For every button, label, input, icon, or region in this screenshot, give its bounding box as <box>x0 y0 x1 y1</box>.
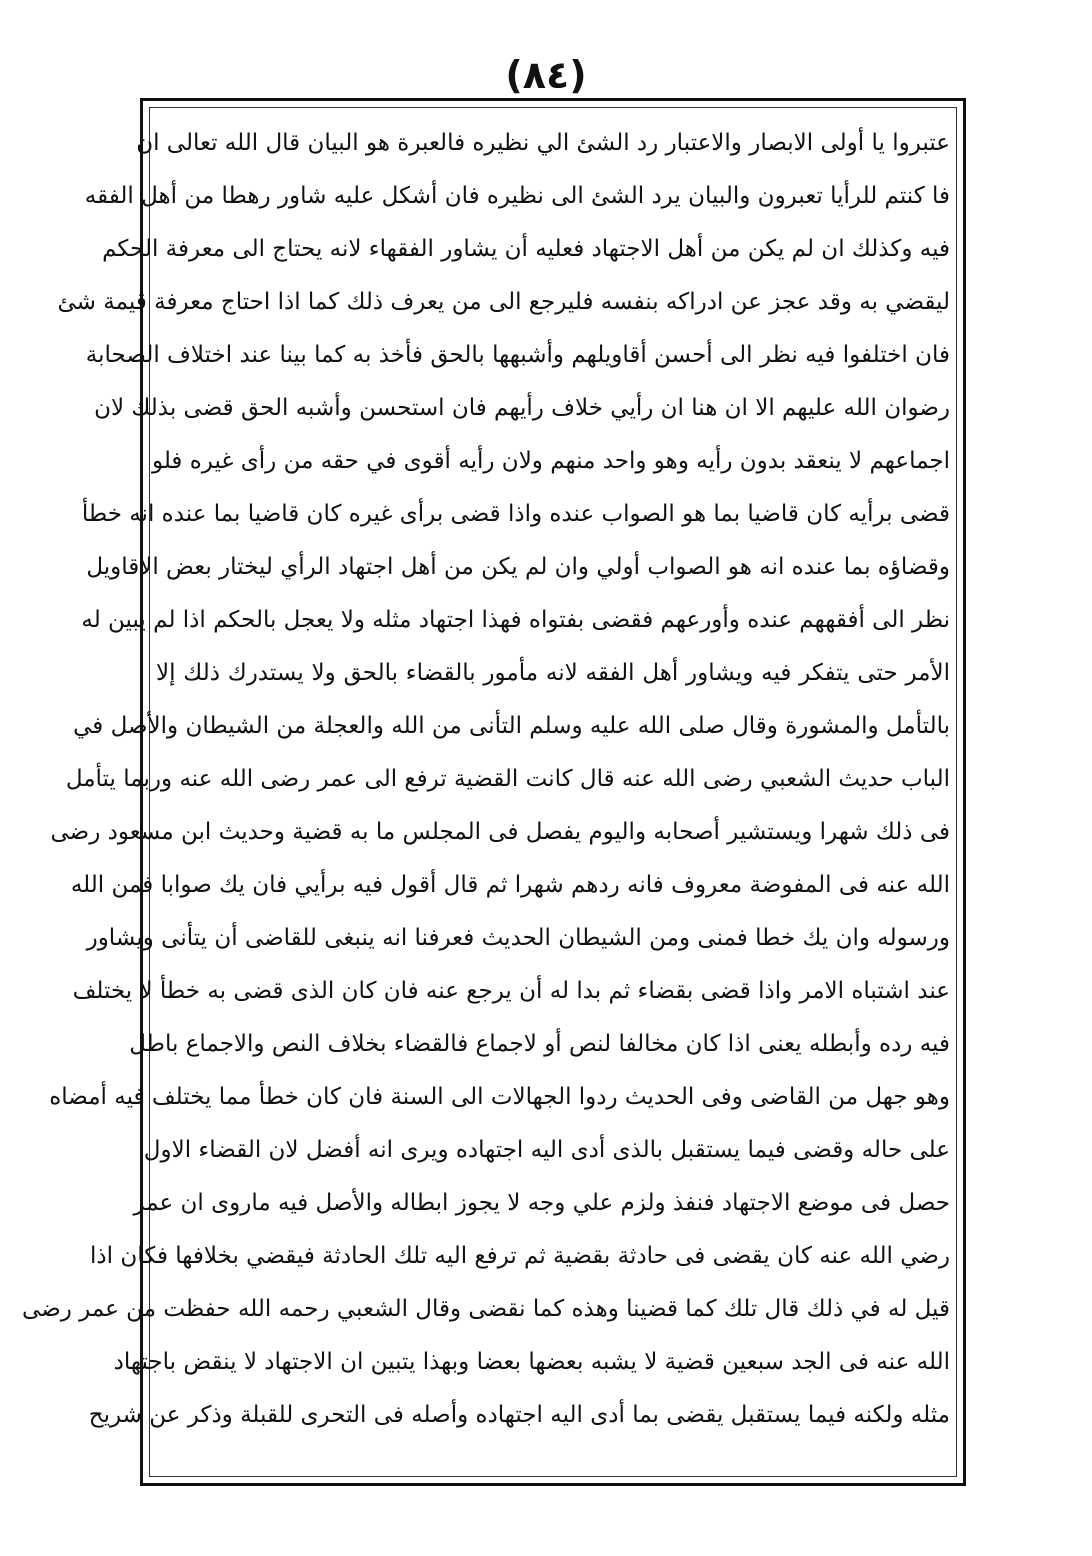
text-line: الله عنه فى المفوضة معروف فانه ردهم شهرا ثم قال أقول فيه برأيي فان يك صوابا فمن الله <box>70 872 950 898</box>
body-text <box>22 117 950 1467</box>
text-line: حصل فى موضع الاجتهاد فنفذ ولزم علي وجه لا يجوز ابطاله والأصل فيه ماروى ان عمر <box>133 1190 950 1216</box>
page-number: (٨٤) <box>505 53 587 97</box>
text-line: اجماعهم لا ينعقد بدون رأيه وهو واحد منهم ولان رأيه أقوى في حقه من رأى غيره فلو <box>151 448 950 474</box>
text-line: فا كنتم للرأيا تعبرون والبيان يرد الشئ الى نظيره فان أشكل عليه شاور رهطا من أهل الفقه <box>84 183 950 209</box>
text-line: الباب حديث الشعبي رضى الله عنه قال كانت القضية ترفع الى عمر رضى الله عنه وربما يتأمل <box>65 766 950 792</box>
text-line: مثله ولكنه فيما يستقبل يقضى بما أدى اليه اجتهاده وأصله فى التحرى للقبلة وذكر عن شريح <box>88 1402 950 1428</box>
text-line: عند اشتباه الامر واذا قضى بقضاء ثم بدا له أن يرجع عنه فان كان الذى قضى به خطأ لا يختلف <box>72 978 950 1004</box>
text-line: وهو جهل من القاضى وفى الحديث ردوا الجهالات الى السنة فان كان خطأ مما يختلف فيه أمضاه <box>49 1084 950 1110</box>
text-line: فيه رده وأبطله يعنى اذا كان مخالفا لنص أو لاجماع فالقضاء بخلاف النص والاجماع باطل <box>129 1031 950 1057</box>
text-line: وقضاؤه بما عنده انه هو الصواب أولي وان لم يكن من أهل اجتهاد الرأي ليختار بعض الاقاويل <box>86 554 950 580</box>
text-line: الأمر حتى يتفكر فيه ويشاور أهل الفقه لانه مأمور بالقضاء بالحق ولا يستدرك ذلك إلا <box>156 660 950 686</box>
text-line: بالتأمل والمشورة وقال صلى الله عليه وسلم التأنى من الله والعجلة من الشيطان والأصل في <box>73 713 950 739</box>
text-line: نظر الى أفقههم عنده وأورعهم فقضى بفتواه فهذا اجتهاد مثله ولا يعجل بالحكم اذا لم يبين له <box>81 607 950 633</box>
text-line: الله عنه فى الجد سبعين قضية لا يشبه بعضها بعضا وبهذا يتبين ان الاجتهاد لا ينقض باجتهاد <box>113 1349 950 1375</box>
text-line: فيه وكذلك ان لم يكن من أهل الاجتهاد فعليه أن يشاور الفقهاء لانه يحتاج الى معرفة الحكم <box>102 236 950 262</box>
text-line: على حاله وقضى فيما يستقبل بالذى أدى اليه اجتهاده ويرى انه أفضل لان القضاء الاول <box>143 1137 950 1163</box>
text-line: فى ذلك شهرا ويستشير أصحابه واليوم يفصل فى المجلس ما به قضية وحديث ابن مسعود رضى <box>50 819 950 845</box>
text-line: عتبروا يا أولى الابصار والاعتبار رد الشئ الي نظيره فالعبرة هو البيان قال الله تعالى ان <box>136 130 950 156</box>
text-line: رضي الله عنه كان يقضى فى حادثة بقضية ثم ترفع اليه تلك الحادثة فيقضي بخلافها فكان اذا <box>90 1243 950 1269</box>
text-line: ورسوله وان يك خطا فمنى ومن الشيطان الحديث فعرفنا انه ينبغى للقاضى أن يتأنى ويشاور <box>86 925 950 951</box>
text-line: فان اختلفوا فيه نظر الى أحسن أقاويلهم وأشبهها بالحق فأخذ به كما بينا عند اختلاف الصحابة <box>85 342 950 368</box>
text-line: قيل له في ذلك قال تلك كما قضينا وهذه كما نقضى وقال الشعبي رحمه الله حفظت من عمر رضى <box>22 1296 950 1322</box>
text-line: قضى برأيه كان قاضيا بما هو الصواب عنده واذا قضى برأى غيره كان قاضيا بما عنده انه خطأ <box>81 501 950 527</box>
text-line: ليقضي به وقد عجز عن ادراكه بنفسه فليرجع الى من يعرف ذلك كما اذا احتاج معرفة قيمة شئ <box>57 289 950 315</box>
text-line: رضوان الله عليهم الا ان هنا ان رأيي خلاف رأيهم فان استحسن وأشبه الحق قضى بذلك لان <box>94 395 950 421</box>
